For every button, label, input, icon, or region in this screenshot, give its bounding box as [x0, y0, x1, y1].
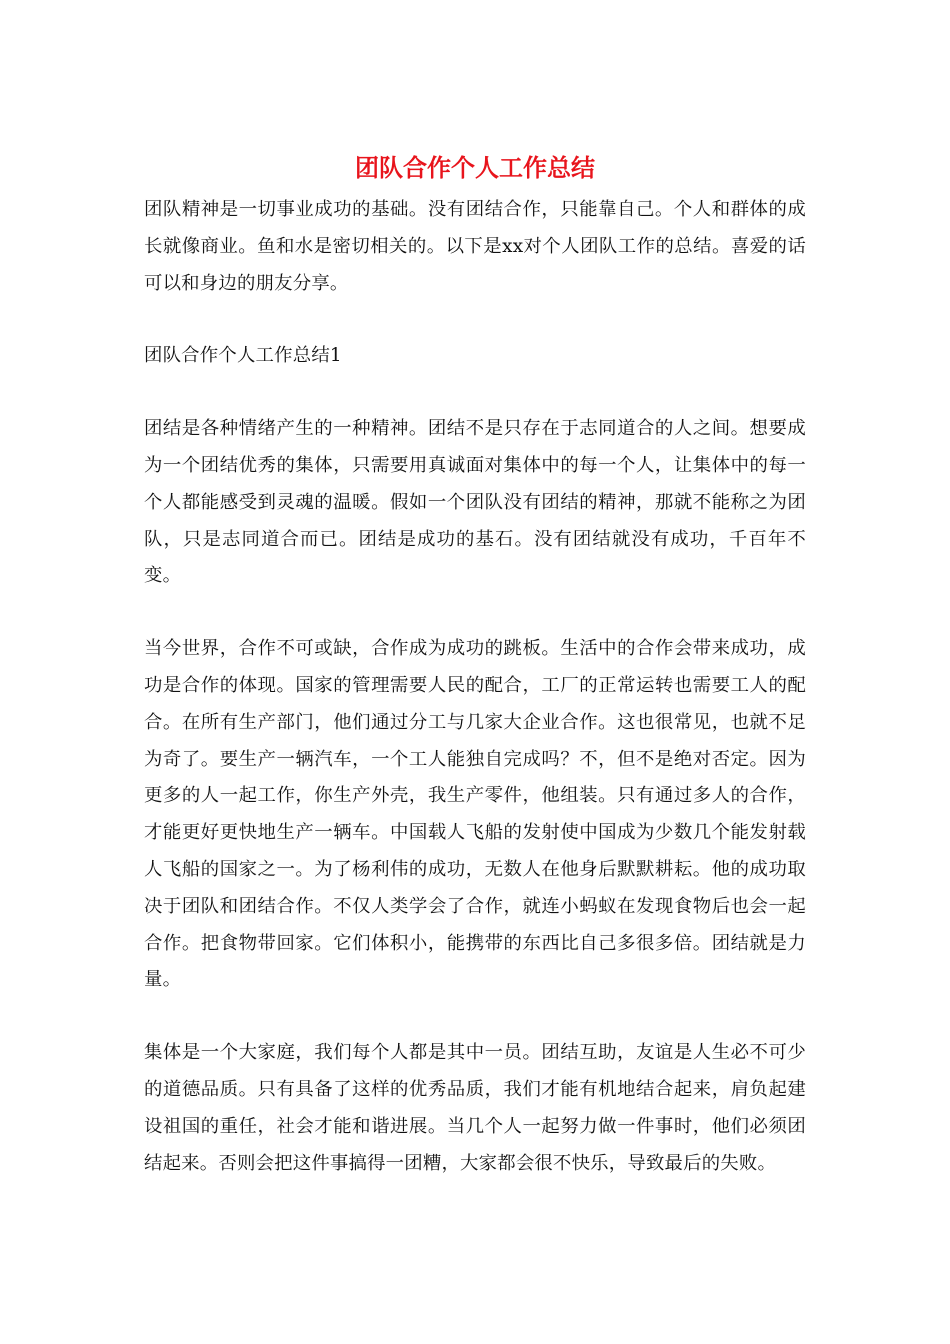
document-body [144, 192, 806, 1218]
document-title: 团队合作个人工作总结 [355, 153, 595, 182]
body-paragraph: 当今世界，合作不可或缺，合作成为成功的跳板。生活中的合作会带来成功，成功是合作的体现。国家的管理需要人民的配合，工厂的正常运转也需要工人的配合。在所有生产部门，他们通过分工与几家大企业合作。这也很常见，也就不足为奇了。要生产一辆汽车，一个工人能独自完成吗？不，但不是绝对否定。因为更多的人一起工作，你生产外壳，我生产零件，他组装。只有通过多人的合作，才能更好更快地生产一辆车。中国载人飞船的发射使中国成为少数几个能发射载人飞船的国家之一。为了杨利伟的成功，无数人在他身后默默耕耘。他的成功取决于团队和团结合作。不仅人类学会了合作，就连小蚂蚁在发现食物后也会一起合作。把食物带回家。它们体积小，能携带的东西比自己多很多倍。团结就是力量。 [144, 638, 806, 991]
section-heading: 团队合作个人工作总结1 [144, 345, 342, 367]
intro-paragraph: 团队精神是一切事业成功的基础。没有团结合作，只能靠自己。个人和群体的成长就像商业。鱼和水是密切相关的。以下是xx对个人团队工作的总结。喜爱的话可以和身边的朋友分享。 [144, 199, 806, 294]
body-paragraph: 团结是各种情绪产生的一种精神。团结不是只存在于志同道合的人之间。想要成为一个团结优秀的集体，只需要用真诚面对集体中的每一个人，让集体中的每一个人都能感受到灵魂的温暖。假如一个团队没有团结的精神，那就不能称之为团队，只是志同道合而已。团结是成功的基石。没有团结就没有成功，千百年不变。 [144, 418, 806, 587]
body-paragraph: 集体是一个大家庭，我们每个人都是其中一员。团结互助，友谊是人生必不可少的道德品质。只有具备了这样的优秀品质，我们才能有机地结合起来，肩负起建设祖国的重任，社会才能和谐进展。当几个人一起努力做一件事时，他们必须团结起来。否则会把这件事搞得一团糟，大家都会很不快乐，导致最后的失败。 [144, 1042, 806, 1174]
